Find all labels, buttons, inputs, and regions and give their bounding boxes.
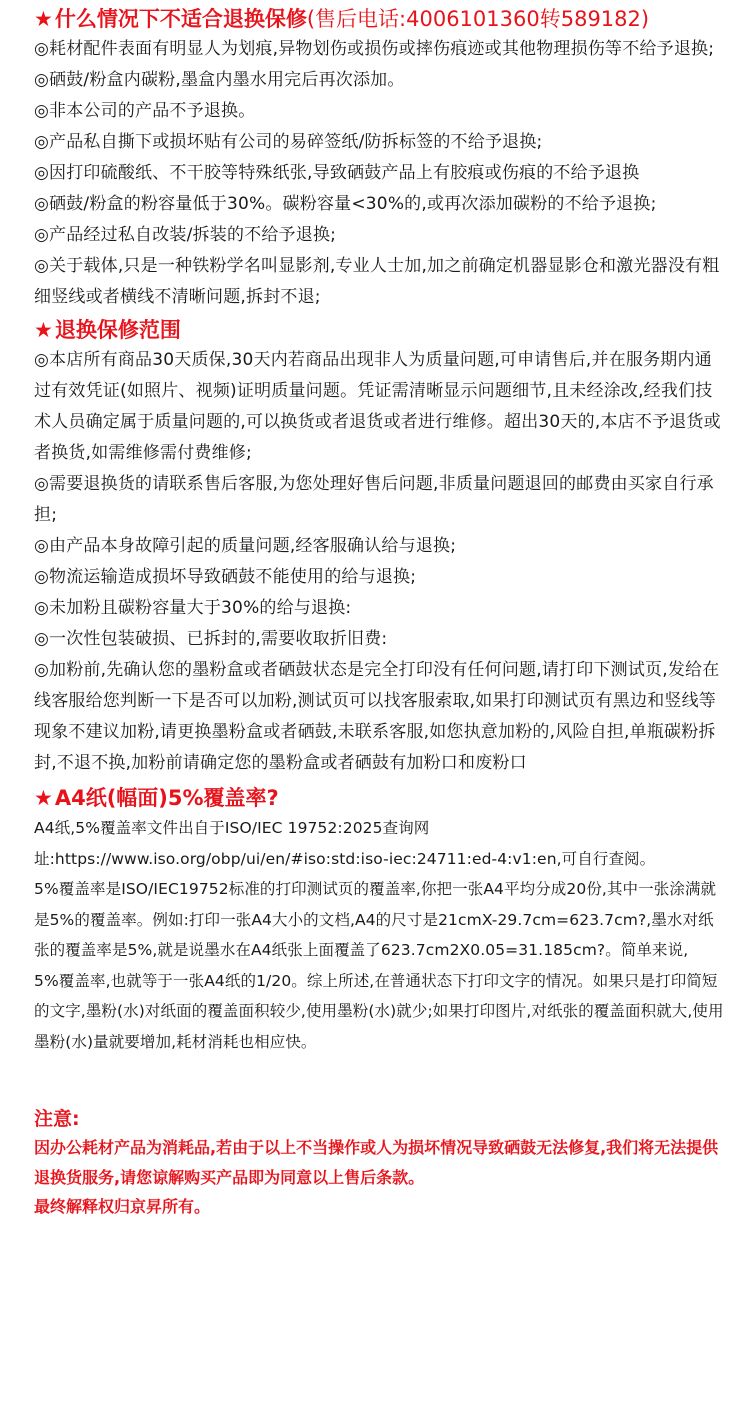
heading-title: A4纸(幅面)5%覆盖率? [54, 786, 279, 810]
list-item: ◎因打印硫酸纸、不干胶等特殊纸张,导致硒鼓产品上有胶痕或伤痕的不给予退换 [34, 163, 640, 183]
note-line: 因办公耗材产品为消耗品,若由于以上不当操作或人为损坏情况导致硒鼓无法修复,我们将无法提供退换货服务,请您谅解购买产品即为同意以上售后条款。 [34, 1138, 719, 1187]
star-icon: ★ [34, 318, 53, 342]
list-item: ◎产品私自撕下或损坏贴有公司的易碎签纸/防拆标签的不给予退换; [34, 132, 543, 152]
heading-no-return-cases [34, 0, 726, 34]
list-item: ◎加粉前,先确认您的墨粉盒或者硒鼓状态是完全打印没有任何问题,请打印下测试页,发给在线客服给您判断一下是否可以加粉,测试页可以找客服索取,如果打印测试页有黑边和竖线等现象不建议加粉,请更换墨粉盒或者硒鼓,未联系客服,如您执意加粉的,风险自担,单瓶碳粉拆封,不退不换,加粉前请确定您的墨粉盒或者硒鼓有加粉口和废粉口 [34, 660, 720, 773]
a4-coverage-text [34, 813, 726, 1057]
heading-title: 退换保修范围 [54, 318, 181, 342]
list-item: ◎产品经过私自改装/拆装的不给予退换; [34, 225, 337, 245]
star-icon: ★ [34, 786, 53, 810]
list-item: ◎硒鼓/粉盒内碳粉,墨盒内墨水用完后再次添加。 [34, 70, 405, 90]
list-item: ◎需要退换货的请联系售后客服,为您处理好售后问题,非质量问题退回的邮费由买家自行承担; [34, 474, 714, 525]
phone-label: (售后电话: [306, 7, 407, 31]
list-item: ◎一次性包装破损、已拆封的,需要收取折旧费: [34, 629, 388, 649]
note-text [34, 1133, 726, 1222]
list-item: ◎由产品本身故障引起的质量问题,经客服确认给与退换; [34, 536, 457, 556]
phone-ext-label: 转 [539, 7, 561, 31]
list-item: ◎本店所有商品30天质保,30天内若商品出现非人为质量问题,可申请售后,并在服务期内通过有效凭证(如照片、视频)证明质量问题。凭证需清晰显示问题细节,且未经涂改,经我们技术人员确定属于质量问题的,可以换货或者退货或者进行维修。超出30天的,本店不予退货或者换货,如需维修需付费维修; [34, 350, 721, 463]
list-item: ◎物流运输造成损坏导致硒鼓不能使用的给与退换; [34, 567, 417, 587]
phone-ext: 589182 [560, 7, 641, 31]
heading-title: 什么情况下不适合退换保修 [54, 7, 307, 31]
phone-number[interactable]: 4006101360 [406, 7, 540, 31]
list-item: ◎非本公司的产品不予退换。 [34, 101, 256, 121]
heading-a4-coverage [34, 783, 726, 813]
note-title: 注意: [34, 1108, 80, 1130]
list-item: ◎耗材配件表面有明显人为划痕,异物划伤或损伤或摔伤痕迹或其他物理损伤等不给予退换; [34, 39, 715, 59]
list-item: ◎关于载体,只是一种铁粉学名叫显影剂,专业人士加,加之前确定机器显影仓和激光器没有粗细竖线或者横线不清晰问题,拆封不退; [34, 256, 720, 307]
no-return-list [34, 34, 726, 313]
heading-return-scope [34, 315, 726, 345]
phone-close: ) [640, 7, 650, 31]
paragraph: A4纸,5%覆盖率文件出自于ISO/IEC 19752:2025查询网址:https://www.iso.org/obp/ui/en/#iso:std:iso-iec:24711:ed-4:v1:en,可自行查阅。 [34, 819, 656, 868]
list-item: ◎硒鼓/粉盒的粉容量低于30%。碳粉容量<30%的,或再次添加碳粉的不给予退换; [34, 194, 657, 214]
list-item: ◎未加粉且碳粉容量大于30%的给与退换: [34, 598, 352, 618]
paragraph: 5%覆盖率,也就等于一张A4纸的1/20。综上所述,在普通状态下打印文字的情况。如果只是打印简短的文字,墨粉(水)对纸面的覆盖面积较少,使用墨粉(水)就少;如果打印图片,对纸张的覆盖面积就大,使用墨粉(水)量就要增加,耗材消耗也相应快。 [34, 971, 724, 1051]
return-scope-list [34, 345, 726, 779]
star-icon: ★ [34, 7, 53, 31]
note-line: 最终解释权归京昇所有。 [34, 1197, 211, 1216]
paragraph: 5%覆盖率是ISO/IEC19752标准的打印测试页的覆盖率,你把一张A4平均分成20份,其中一张涂满就是5%的覆盖率。例如:打印一张A4大小的文档,A4的尺寸是21cmX-29.7cm=623.7cm?,墨水对纸张的覆盖率是5%,就是说墨水在A4纸张上面覆盖了623.7cm2X0.05=31.185cm?。简单来说, [34, 880, 717, 959]
